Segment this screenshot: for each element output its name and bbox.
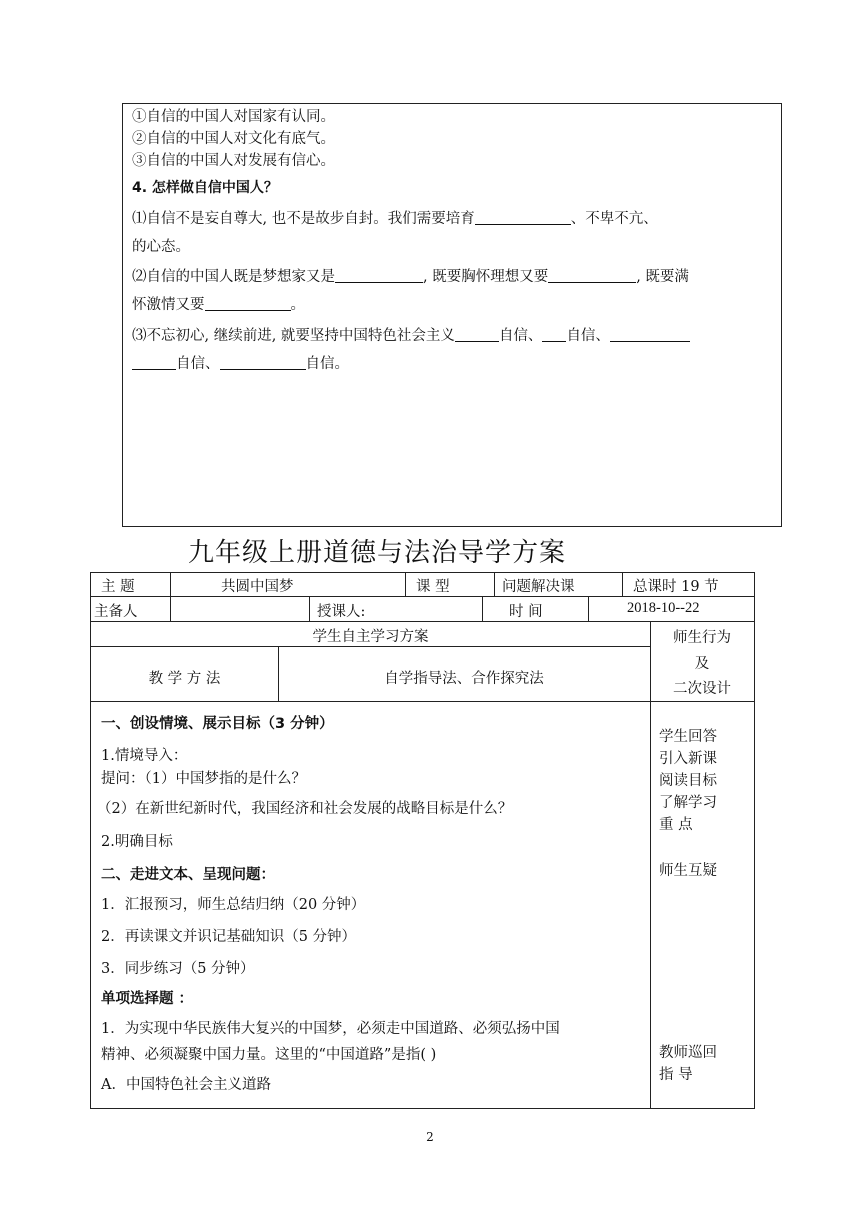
right-header: 及 (694, 656, 710, 672)
fill-blank[interactable] (132, 354, 176, 370)
section-heading: 单项选择题 ： (101, 991, 194, 1007)
page-number: 2 (426, 1130, 434, 1144)
question-heading: 4. 怎样做自信中国人？ (132, 180, 278, 196)
type-value: 问题解决课 (502, 579, 575, 595)
side-note: 指 导 (659, 1067, 693, 1083)
side-note: 师生互疑 (659, 863, 717, 879)
date-value: 2018-10--22 (627, 600, 700, 616)
content-box-continued (122, 103, 782, 527)
text-line: 3．同步练习（5 分钟） (101, 961, 255, 977)
table-rule (588, 596, 589, 621)
text-segment: ⑶不忘初心, 继续前进, 就要坚持中国特色社会主义 (132, 328, 455, 344)
side-note: 了解学习 (659, 795, 717, 811)
table-rule (91, 621, 754, 622)
text-line (132, 354, 349, 375)
type-label: 课 型 (416, 579, 450, 595)
table-rule (494, 573, 495, 596)
page-title: 九年级上册道德与法治导学方案 (188, 538, 567, 568)
fill-blank[interactable] (475, 209, 571, 225)
table-rule (405, 573, 406, 596)
topic-label: 主 题 (101, 579, 135, 595)
table-rule (91, 596, 754, 597)
total-hours: 总课时 19 节 (633, 579, 719, 595)
lesson-plan-table (90, 572, 755, 1109)
plan-heading: 学生自主学习方案 (312, 629, 429, 645)
teacher-label: 授课人: (317, 604, 366, 620)
text-segment: 、不卑不亢、 (570, 211, 658, 227)
fill-blank[interactable] (205, 295, 291, 311)
table-rule (170, 596, 171, 621)
fill-blank[interactable] (455, 326, 499, 342)
preparer-label: 主备人 (94, 604, 138, 620)
section-heading: 二、走进文本、呈现问题： (101, 867, 275, 883)
text-line: A．中国特色社会主义道路 (101, 1077, 271, 1093)
side-note: 阅读目标 (659, 773, 717, 789)
text-line (132, 295, 305, 316)
text-line: 1.情境导入： (101, 748, 188, 764)
table-rule (170, 573, 171, 596)
text-segment: 自信、 (566, 328, 610, 344)
text-line: 2.明确目标 (101, 834, 173, 850)
text-line: ①自信的中国人对国家有认同。 (132, 109, 335, 125)
text-segment: ⑴自信不是妄自尊大, 也不是故步自封。我们需要培育 (132, 211, 475, 227)
text-line: 1．汇报预习，师生总结归纳（20 分钟） (101, 897, 366, 913)
fill-blank[interactable] (542, 326, 566, 342)
table-rule (309, 596, 310, 621)
side-note: 教师巡回 (659, 1045, 717, 1061)
text-line: 的心态。 (132, 239, 190, 255)
text-segment: 自信、 (498, 328, 543, 344)
text-line (132, 209, 658, 230)
text-line (132, 326, 690, 347)
text-segment: 。 (290, 297, 305, 313)
text-segment: ⑵自信的中国人既是梦想家又是 (132, 269, 335, 285)
method-value: 自学指导法、合作探究法 (384, 671, 544, 687)
fill-blank[interactable] (610, 326, 690, 342)
text-line: 2．再读课文并识记基础知识（5 分钟） (101, 929, 357, 945)
table-rule (91, 701, 754, 702)
text-segment: , 既要满 (636, 269, 689, 285)
text-segment: 怀激情又要 (132, 297, 205, 313)
fill-blank[interactable] (335, 267, 423, 283)
time-label: 时 间 (509, 604, 543, 620)
section-heading: 一、创设情境、展示目标（3 分钟） (101, 716, 334, 732)
text-line: （2）在新世纪新时代，我国经济和社会发展的战略目标是什么？ (97, 801, 513, 817)
text-line (132, 267, 689, 288)
table-rule (622, 573, 623, 596)
text-line: 提问：（1）中国梦指的是什么？ (101, 771, 306, 787)
method-label: 教 学 方 法 (148, 671, 221, 687)
topic-value: 共圆中国梦 (221, 579, 294, 595)
text-segment: 自信。 (305, 356, 349, 372)
side-note: 重 点 (659, 817, 693, 833)
text-line: ②自信的中国人对文化有底气。 (132, 131, 335, 147)
fill-blank[interactable] (220, 354, 306, 370)
text-line: 1．为实现中华民族伟大复兴的中国梦，必须走中国道路、必须弘扬中国 (101, 1021, 560, 1037)
table-rule (482, 596, 483, 621)
side-note: 学生回答 (659, 729, 717, 745)
text-line: 精神、必须凝聚中国力量。这里的“中国道路”是指( ) (101, 1047, 437, 1063)
right-header: 二次设计 (673, 681, 731, 697)
text-segment: 自信、 (176, 356, 220, 372)
fill-blank[interactable] (548, 267, 636, 283)
side-note: 引入新课 (659, 751, 717, 767)
text-line: ③自信的中国人对发展有信心。 (132, 153, 335, 169)
table-rule (91, 646, 650, 647)
text-segment: , 既要胸怀理想又要 (423, 269, 549, 285)
right-header: 师生行为 (673, 630, 731, 646)
